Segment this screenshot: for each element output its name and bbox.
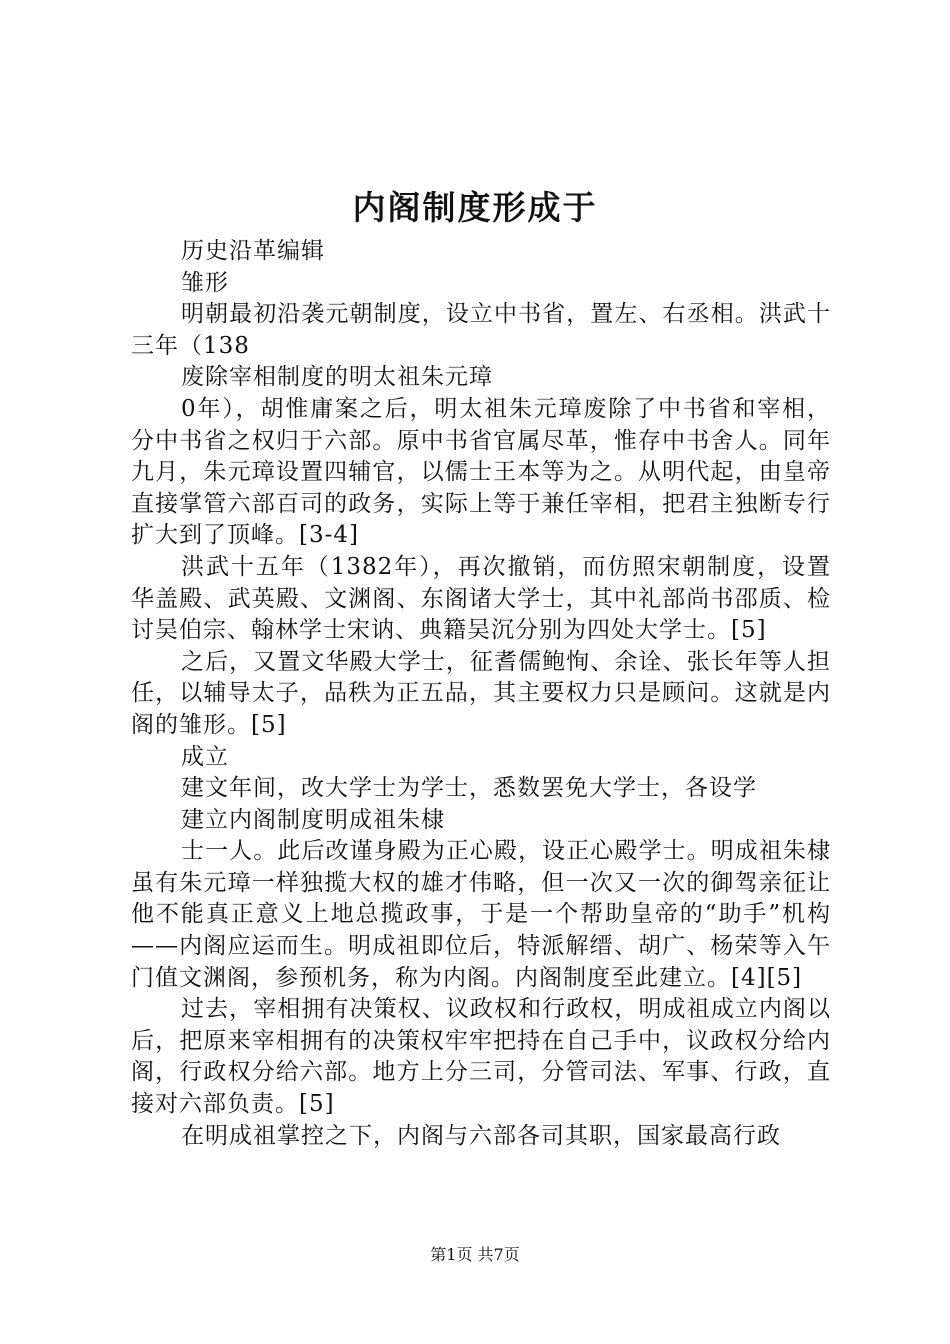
body-paragraph: 建文年间，改大学士为学士，悉数罢免大学士，各设学: [181, 775, 757, 802]
page-number-footer: 第1页 共7页: [430, 1245, 520, 1264]
body-paragraph: 士一人。此后改谨身殿为正心殿，设正心殿学士。明成祖朱棣虽有朱元璋一样独揽大权的雄才伟略，但一次又一次的御驾亲征让他不能真正意义上地总揽政事，于是一个帮助皇帝的“助手”机构——内阁应运而生。明成祖即位后，特派解缙、胡广、杨荣等入午门值文渊阁，参预机务，称为内阁。内阁制度至此建立。[4][5]: [131, 838, 831, 991]
body-paragraph: 明朝最初沿袭元朝制度，设立中书省，置左、右丞相。洪武十三年（138: [131, 301, 831, 359]
body-paragraph: 在明成祖掌控之下，内阁与六部各司其职，国家最高行政: [181, 1122, 781, 1149]
image-caption: 建立内阁制度明成祖朱棣: [181, 806, 445, 833]
body-paragraph: 0年），胡惟庸案之后，明太祖朱元璋废除了中书省和宰相，分中书省之权归于六部。原中书省官属尽革，惟存中书舍人。同年九月，朱元璋设置四辅官，以儒士王本等为之。从明代起，由皇帝直接掌管六部百司的政务，实际上等于兼任宰相，把君主独断专行扩大到了顶峰。[3-4]: [131, 395, 831, 549]
image-caption: 废除宰相制度的明太祖朱元璋: [181, 364, 493, 391]
document-body: [131, 236, 831, 1152]
section-heading-history: 历史沿革编辑: [181, 238, 325, 264]
body-paragraph: 洪武十五年（1382年），再次撤销，而仿照宋朝制度，设置华盖殿、武英殿、文渊阁、东阁诸大学士，其中礼部尚书邵质、检讨吴伯宗、翰林学士宋讷、典籍吴沉分别为四处大学士。[5]: [131, 553, 831, 644]
document-title: 内阁制度形成于: [352, 188, 598, 227]
body-paragraph: 过去，宰相拥有决策权、议政权和行政权，明成祖成立内阁以后，把原来宰相拥有的决策权牢牢把持在自己手中，议政权分给内阁，行政权分给六部。地方上分三司，分管司法、军事、行政，直接对六部负责。[5]: [131, 996, 831, 1118]
body-paragraph: 之后，又置文华殿大学士，征耆儒鲍恂、余诠、张长年等人担任，以辅导太子，品秩为正五品，其主要权力只是顾问。这就是内阁的雏形。[5]: [131, 648, 831, 738]
subsection-heading-embryo: 雏形: [181, 269, 229, 296]
subsection-heading-establishment: 成立: [181, 743, 229, 770]
